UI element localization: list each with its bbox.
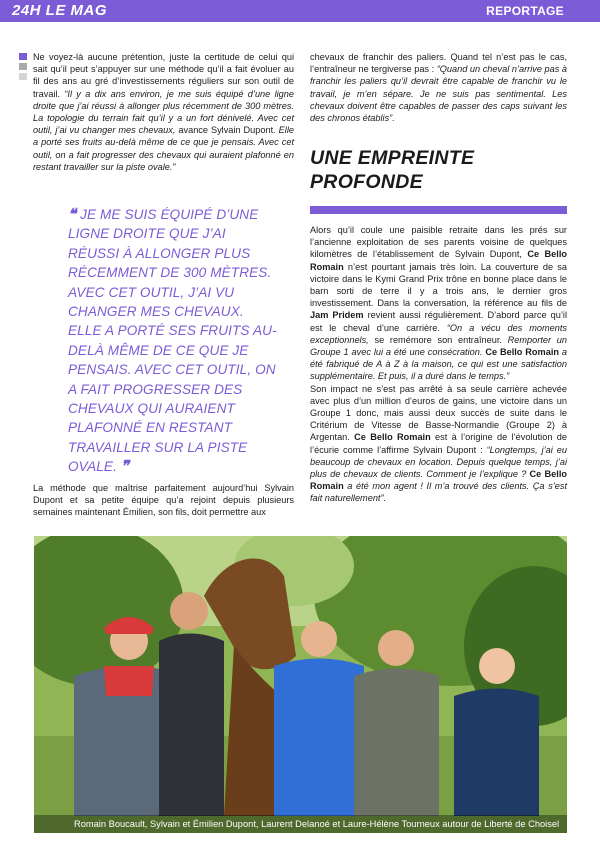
impact-paragraph: Son impact ne s’est pas arrêté à sa seule carrière achevée avec plus d’un million d’euros de gains, une victoire dans un Groupe 1 donc, mais aussi deux succès de suite dans le Critérium de Vitesse de Basse-Normandie (Groupe 2) à Argentan. Ce Bello Romain est à l’origine de l’évolution de l’écurie comme l’affirme Sylvain Dupont : “Longtemps, j’ai eu beaucoup de chevaux en location. Depuis quelque temps, j’ai plus de chevaux de clients. Comment je l’explique ? Ce Bello Romain a été mon agent ! Il m’a trouvé des clients. Ça s’est fait naturellement”. — [310, 383, 567, 504]
section-title: UNE EMPREINTE PROFONDE — [310, 147, 475, 193]
rubric-label: REPORTAGE — [486, 4, 564, 18]
article-column-right-main — [310, 224, 567, 505]
paliers-text: chevaux de franchir des paliers. Quand tel n’est pas le cas, l’entraîneur ne tergiverse pas : — [310, 52, 567, 75]
article-column-right-top — [310, 51, 567, 124]
magazine-name: 24H LE MAG — [12, 2, 108, 19]
paliers-paragraph — [310, 51, 567, 124]
quote-attribution: avance Sylvain Dupont. — [178, 125, 279, 136]
person-5-head — [479, 648, 515, 684]
article-column-left-top — [33, 51, 294, 173]
person-4-head — [378, 630, 414, 666]
method-paragraph: La méthode que maîtrise parfaitement aujourd’hui Sylvain Dupont et sa petite équipe qu’a rejoint depuis plusieurs semaines maintenant Émilien, son fils, doit permettre aux — [33, 483, 294, 518]
person-4-jacket — [354, 669, 439, 817]
team-photo — [34, 536, 567, 833]
open-quote-icon: ❝ — [68, 206, 77, 223]
photo-caption: Romain Boucault, Sylvain et Émilien Dupont, Laurent Delanoé et Laure-Hélène Tourneux autour de Liberté de Choisel — [34, 815, 567, 833]
pull-quote-text: JE ME SUIS ÉQUIPÉ D’UNE LIGNE DROITE QUE J’AI RÉUSSI À ALLONGER PLUS RÉCEMMENT DE 300 MÈTRES. AVEC CET OUTIL, J’AI VU CHANGER MES CHEVAUX. ELLE A PORTÉ SES FRUITS AU-DELÀ MÊME DE CE QUE JE PENSAIS. AVEC CET OUTIL, ON A FAIT PROGRESSER DES CHEVAUX QUI AURAIENT PLAFONNÉ EN RESTANT TRAVAILLER SUR LA PISTE OVALE. — [68, 207, 277, 475]
intro-paragraph — [33, 51, 294, 173]
page-header — [0, 0, 600, 22]
article-column-left-bottom — [33, 482, 294, 519]
person-3-jacket — [274, 659, 364, 817]
decor-square-purple — [19, 53, 27, 60]
horse-name: Ce Bello Romain — [310, 469, 567, 492]
section-title-bar — [310, 206, 567, 214]
decor-square-lightgrey — [19, 73, 27, 80]
paliers-quote: “Quand un cheval n’arrive pas à franchir les paliers qu’il devrait être capable de franchir vu le travail, je m’en sépare. Je ne suis pas sentimental. Les chevaux doivent être capables de passer des caps suivant les des chronos établis”. — [310, 64, 568, 124]
retraite-paragraph: Alors qu’il coule une paisible retraite dans les prés sur l’ancienne exploitation de ses parents voisine de quelques kilomètres de l’établissement de Sylvain Dupont, Ce Bello Romain n’est pourtant jamais très loin. La couverture de sa victoire dans le Kymi Grand Prix trône en bonne place dans le barn sorti de terre il y a trois ans, le dernier gros investissement. Dans la conversation, la référence au fils de Jam Pridem revient aussi régulièrement. D’abord parce qu’il est le cheval d’une carrière. “On a vécu des moments exceptionnels, se remémore son entraîneur. Remporter un Groupe 1 avec lui a été une consécration. Ce Bello Romain a été fabriqué de A à Z à la maison, ce qui est une satisfaction supplémentaire. Et puis, il a duré dans le temps.” — [310, 225, 568, 382]
person-2-jacket — [159, 634, 224, 817]
person-3-head — [301, 621, 337, 657]
horse-name: Ce Bello Romain — [485, 347, 559, 358]
intro-quote-end: Elle a porté ses fruits au-delà même de ce que je pensais. Avec cet outil, on a fait progresser des chevaux qui auraient plafonné en restant travailler sur la piste ovale.” — [33, 125, 294, 172]
decor-square-grey — [19, 63, 27, 70]
team-photo-illustration — [34, 536, 567, 833]
intro-quote: “Il y a dix ans environ, je me suis équipé d’une ligne droite que j’ai réussi à allonger plus récemment de 300 mètres. La topologie du terrain fait qu’il y a un fort dénivelé. Avec cet outil, j’ai vu changer mes chevaux, — [33, 88, 294, 136]
person-2-head — [170, 592, 208, 630]
horse-name: Ce Bello Romain — [354, 432, 431, 443]
person-5-jacket — [454, 689, 539, 817]
close-quote-icon: ❞ — [120, 458, 130, 476]
horse-name: Ce Bello Romain — [310, 249, 567, 272]
sire-name: Jam Pridem — [310, 310, 364, 321]
intro-text: Ne voyez-là aucune prétention, juste la certitude de celui qui sait qu’il peut s’appuyer sur une méthode qu’il a fait évoluer au fil des ans au gré d’investissements réguliers sur son outil de travail. — [33, 52, 294, 99]
pull-quote — [68, 205, 280, 477]
